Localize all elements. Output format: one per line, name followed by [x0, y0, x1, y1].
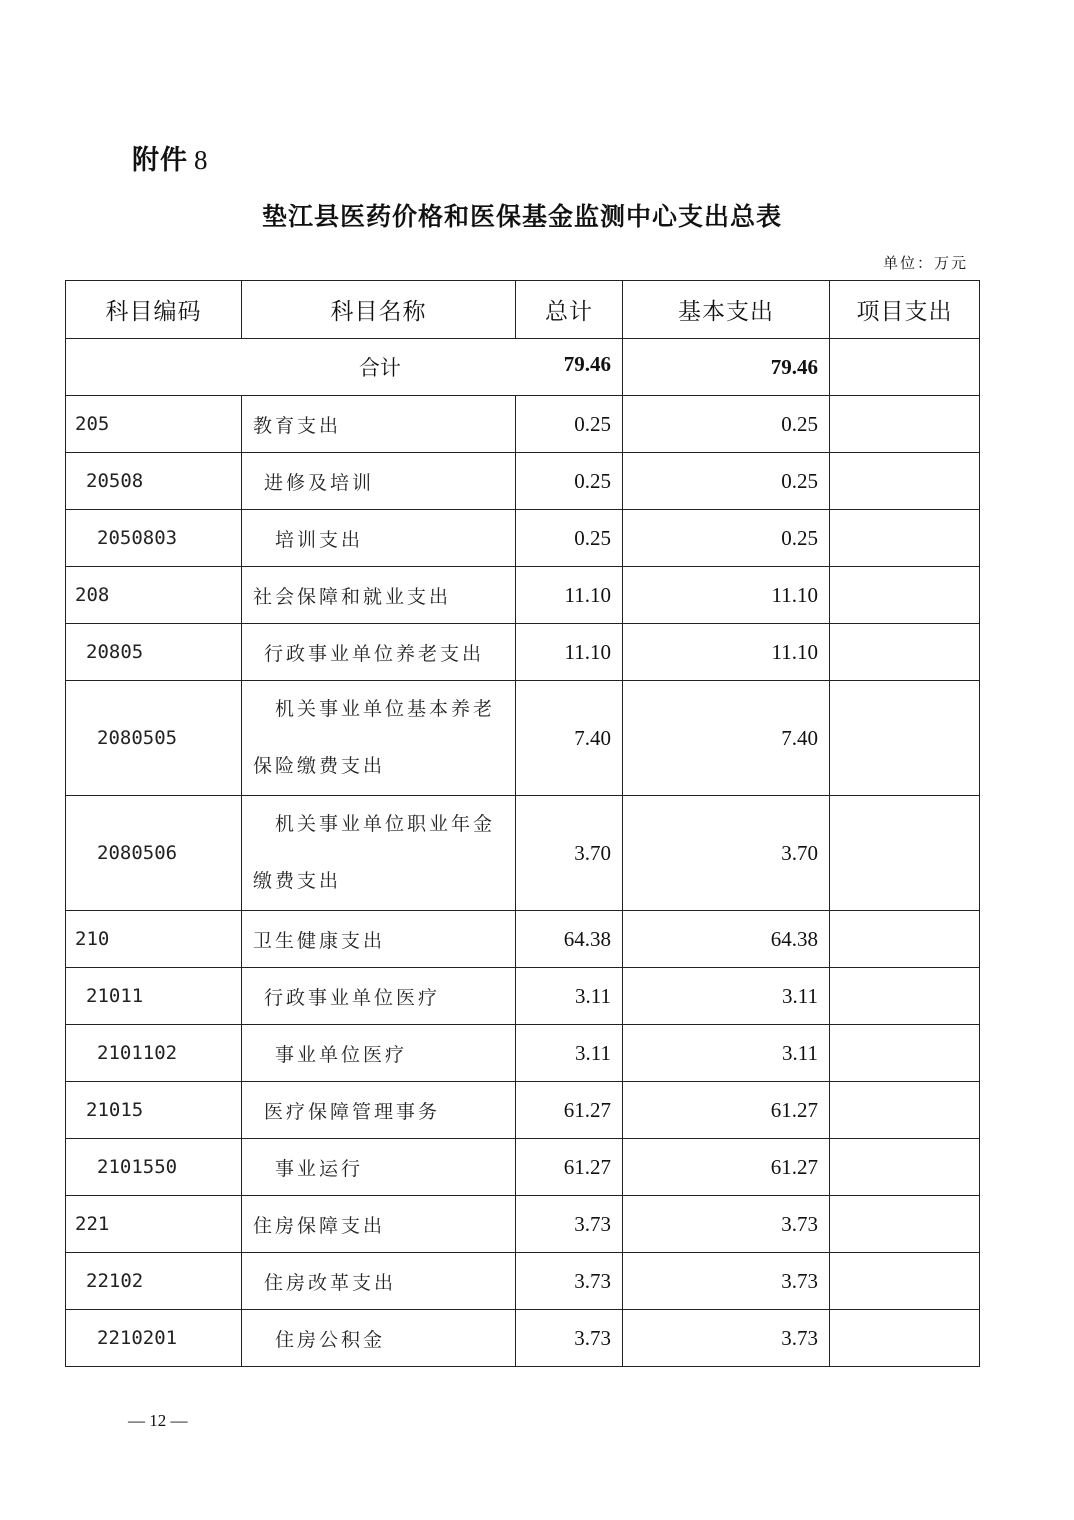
- row-basic: 0.25: [623, 453, 830, 510]
- total-row: [66, 339, 980, 396]
- row-total: 64.38: [516, 911, 623, 968]
- row-total: 0.25: [516, 396, 623, 453]
- row-code: 221: [66, 1196, 242, 1253]
- table-row: [66, 968, 980, 1025]
- row-name: 卫生健康支出: [242, 911, 516, 968]
- table-row: [66, 796, 980, 911]
- row-total: 3.73: [516, 1253, 623, 1310]
- row-name: 住房保障支出: [242, 1196, 516, 1253]
- row-total: 11.10: [516, 624, 623, 681]
- row-code: 2101550: [66, 1139, 242, 1196]
- table-row: [66, 1082, 980, 1139]
- total-label: [66, 339, 623, 396]
- row-basic: 64.38: [623, 911, 830, 968]
- row-code: 20508: [66, 453, 242, 510]
- row-project: [830, 911, 980, 968]
- row-basic: 3.73: [623, 1196, 830, 1253]
- row-total: 11.10: [516, 567, 623, 624]
- row-name: [242, 681, 516, 796]
- total-label-text: 合计: [358, 356, 401, 380]
- row-basic: 7.40: [623, 681, 830, 796]
- row-name: 行政事业单位医疗: [242, 968, 516, 1025]
- row-total: 61.27: [516, 1082, 623, 1139]
- row-name-line2: 缴费支出: [253, 870, 342, 892]
- row-name: 事业运行: [242, 1139, 516, 1196]
- row-name: 住房公积金: [242, 1310, 516, 1367]
- row-total: 61.27: [516, 1139, 623, 1196]
- row-basic: 3.73: [623, 1310, 830, 1367]
- table-row: [66, 396, 980, 453]
- header-basic: 基本支出: [623, 281, 830, 339]
- header-total: 总计: [516, 281, 623, 339]
- table-row: [66, 1025, 980, 1082]
- table-row: [66, 1139, 980, 1196]
- row-total: 0.25: [516, 510, 623, 567]
- row-project: [830, 796, 980, 911]
- table-row: [66, 624, 980, 681]
- row-project: [830, 968, 980, 1025]
- total-value: 79.46: [563, 352, 611, 376]
- table-row: [66, 453, 980, 510]
- row-name: 事业单位医疗: [242, 1025, 516, 1082]
- table-row: [66, 1196, 980, 1253]
- row-code: 2050803: [66, 510, 242, 567]
- row-project: [830, 1082, 980, 1139]
- table-row: [66, 510, 980, 567]
- row-project: [830, 567, 980, 624]
- row-basic: 3.11: [623, 968, 830, 1025]
- row-name: [242, 796, 516, 911]
- row-name: 行政事业单位养老支出: [242, 624, 516, 681]
- row-total: 3.11: [516, 968, 623, 1025]
- total-basic: 79.46: [623, 339, 830, 396]
- header-name: 科目名称: [242, 281, 516, 339]
- row-code: 2080505: [66, 681, 242, 796]
- row-code: 20805: [66, 624, 242, 681]
- row-basic: 3.70: [623, 796, 830, 911]
- table-header-row: [66, 281, 980, 339]
- attachment-text: 附件: [132, 145, 188, 176]
- table-row: [66, 681, 980, 796]
- row-basic: 11.10: [623, 624, 830, 681]
- row-name: 教育支出: [242, 396, 516, 453]
- row-basic: 3.11: [623, 1025, 830, 1082]
- row-total: 0.25: [516, 453, 623, 510]
- row-code: 208: [66, 567, 242, 624]
- row-total: 3.73: [516, 1310, 623, 1367]
- header-project: 项目支出: [830, 281, 980, 339]
- row-code: 205: [66, 396, 242, 453]
- unit-label: 单位：万元: [882, 254, 968, 272]
- row-basic: 0.25: [623, 510, 830, 567]
- row-name-line2: 保险缴费支出: [253, 755, 386, 777]
- table-row: [66, 1310, 980, 1367]
- row-project: [830, 1196, 980, 1253]
- row-project: [830, 1253, 980, 1310]
- row-project: [830, 453, 980, 510]
- row-name: 进修及培训: [242, 453, 516, 510]
- row-project: [830, 396, 980, 453]
- row-project: [830, 681, 980, 796]
- row-total: 3.70: [516, 796, 623, 911]
- header-code: 科目编码: [66, 281, 242, 339]
- table-row: [66, 911, 980, 968]
- row-total: 3.11: [516, 1025, 623, 1082]
- row-name: 培训支出: [242, 510, 516, 567]
- page-number: — 12 —: [128, 1411, 188, 1430]
- row-code: 2080506: [66, 796, 242, 911]
- total-project: [830, 339, 980, 396]
- table-row: [66, 1253, 980, 1310]
- row-project: [830, 1310, 980, 1367]
- row-code: 2210201: [66, 1310, 242, 1367]
- row-name-line1: 机关事业单位基本养老: [275, 698, 496, 720]
- expenditure-table: [65, 280, 980, 1367]
- row-code: 22102: [66, 1253, 242, 1310]
- row-project: [830, 510, 980, 567]
- row-basic: 0.25: [623, 396, 830, 453]
- row-project: [830, 624, 980, 681]
- row-total: 3.73: [516, 1196, 623, 1253]
- row-code: 21015: [66, 1082, 242, 1139]
- row-basic: 61.27: [623, 1082, 830, 1139]
- attachment-label: [132, 138, 209, 177]
- table-row: [66, 567, 980, 624]
- row-name: 医疗保障管理事务: [242, 1082, 516, 1139]
- row-code: 21011: [66, 968, 242, 1025]
- row-name: 社会保障和就业支出: [242, 567, 516, 624]
- row-basic: 61.27: [623, 1139, 830, 1196]
- row-project: [830, 1025, 980, 1082]
- row-name: 住房改革支出: [242, 1253, 516, 1310]
- row-code: 210: [66, 911, 242, 968]
- row-basic: 11.10: [623, 567, 830, 624]
- document-title: 垫江县医药价格和医保基金监测中心支出总表: [261, 202, 782, 231]
- attachment-number: 8: [194, 145, 209, 175]
- row-name-line1: 机关事业单位职业年金: [275, 813, 496, 835]
- row-project: [830, 1139, 980, 1196]
- row-code: 2101102: [66, 1025, 242, 1082]
- row-total: 7.40: [516, 681, 623, 796]
- row-basic: 3.73: [623, 1253, 830, 1310]
